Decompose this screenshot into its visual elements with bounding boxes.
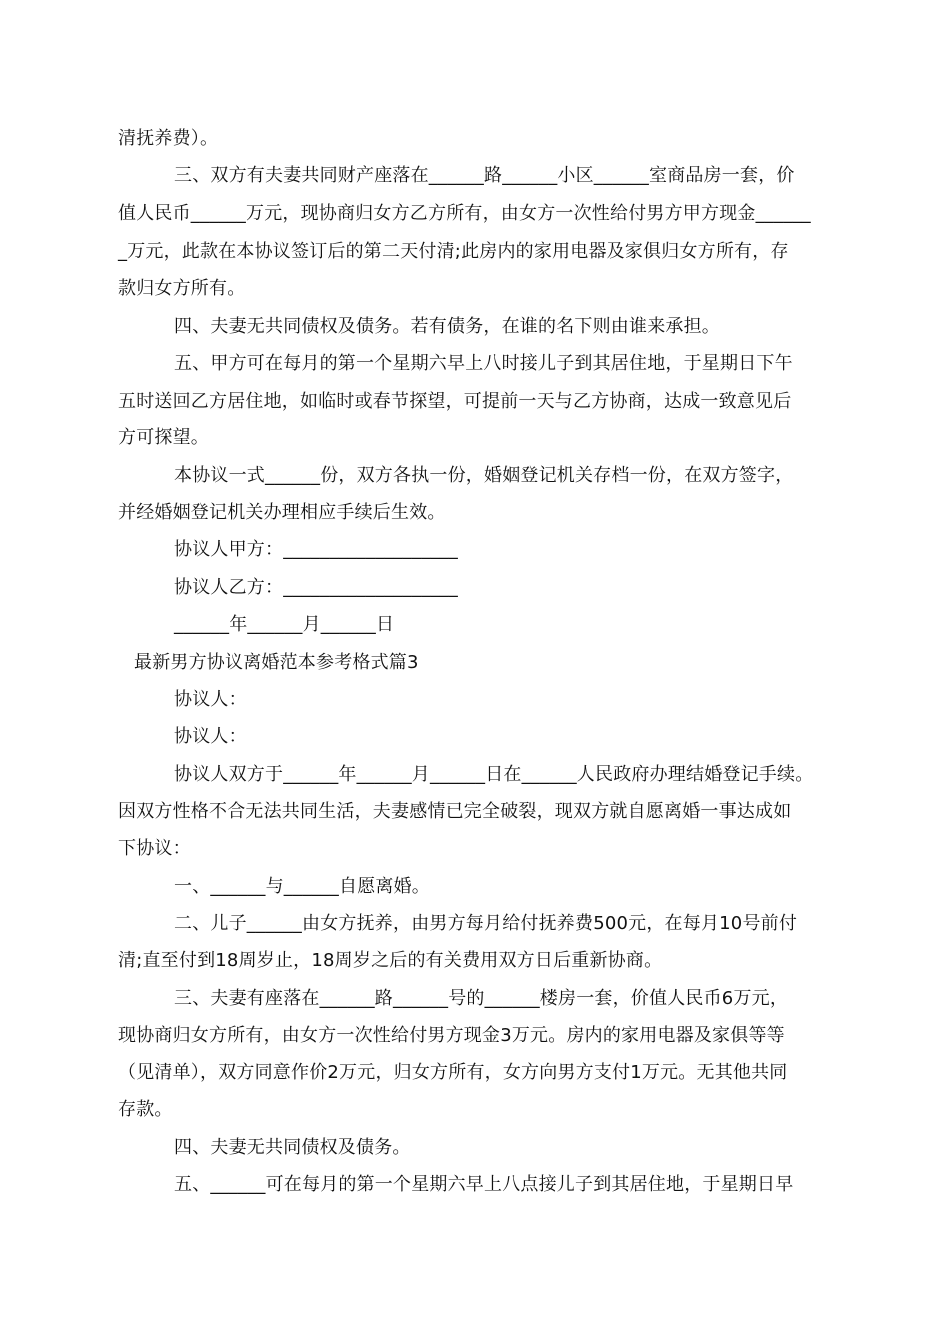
paragraph-line: 五、______可在每月的第一个星期六早上八点接儿子到其居住地，于星期日早 <box>174 1174 794 1195</box>
paragraph-line: 五、甲方可在每月的第一个星期六早上八时接儿子到其居住地，于星期日下午 <box>174 353 793 374</box>
paragraph-line: 二、儿子______由女方抚养，由男方每月给付抚养费500元，在每月10号前付 <box>174 913 798 934</box>
signature-line: 协议人乙方：___________________ <box>174 577 458 598</box>
paragraph-line: （见清单），双方同意作价2万元，归女方所有，女方向男方支付1万元。无其他共同 <box>118 1062 788 1083</box>
paragraph-line: 四、夫妻无共同债权及债务。 <box>174 1137 411 1158</box>
paragraph-line: _万元，此款在本协议签订后的第二天付清;此房内的家用电器及家俱归女方所有，存 <box>118 241 789 262</box>
paragraph-line: 清抚养费）。 <box>118 128 219 149</box>
paragraph-line: 清;直至付到18周岁止，18周岁之后的有关费用双方日后重新协商。 <box>118 950 663 971</box>
paragraph-line: 款归女方所有。 <box>118 278 246 299</box>
paragraph-line: 因双方性格不合无法共同生活，夫妻感情已完全破裂，现双方就自愿离婚一事达成如 <box>118 801 792 822</box>
paragraph-line: 三、双方有夫妻共同财产座落在______路______小区______室商品房一套，价 <box>174 165 795 186</box>
date-line: ______年______月______日 <box>174 614 395 635</box>
paragraph-line: 并经婚姻登记机关办理相应手续后生效。 <box>118 502 446 523</box>
paragraph-line: 四、夫妻无共同债权及债务。若有债务，在谁的名下则由谁来承担。 <box>174 316 720 337</box>
paragraph-line: 现协商归女方所有，由女方一次性给付男方现金3万元。房内的家用电器及家俱等等 <box>118 1025 785 1046</box>
paragraph-line: 方可探望。 <box>118 427 209 448</box>
paragraph-line: 值人民币______万元，现协商归女方乙方所有，由女方一次性给付男方甲方现金______ <box>118 203 811 224</box>
party-line: 协议人： <box>174 689 247 710</box>
paragraph-line: 一、______与______自愿离婚。 <box>174 876 430 897</box>
section-heading: 最新男方协议离婚范本参考格式篇3 <box>134 652 419 673</box>
paragraph-line: 本协议一式______份，双方各执一份，婚姻登记机关存档一份，在双方签字， <box>174 465 794 486</box>
paragraph-line: 五时送回乙方居住地，如临时或春节探望，可提前一天与乙方协商，达成一致意见后 <box>118 391 792 412</box>
paragraph-line: 协议人双方于______年______月______日在______人民政府办理结婚登记手续。 <box>174 764 814 785</box>
paragraph-line: 存款。 <box>118 1099 173 1120</box>
signature-line: 协议人甲方：___________________ <box>174 539 458 560</box>
party-line: 协议人： <box>174 726 247 747</box>
paragraph-line: 下协议： <box>118 838 191 859</box>
paragraph-line: 三、夫妻有座落在______路______号的______楼房一套，价值人民币6万元， <box>174 988 789 1009</box>
